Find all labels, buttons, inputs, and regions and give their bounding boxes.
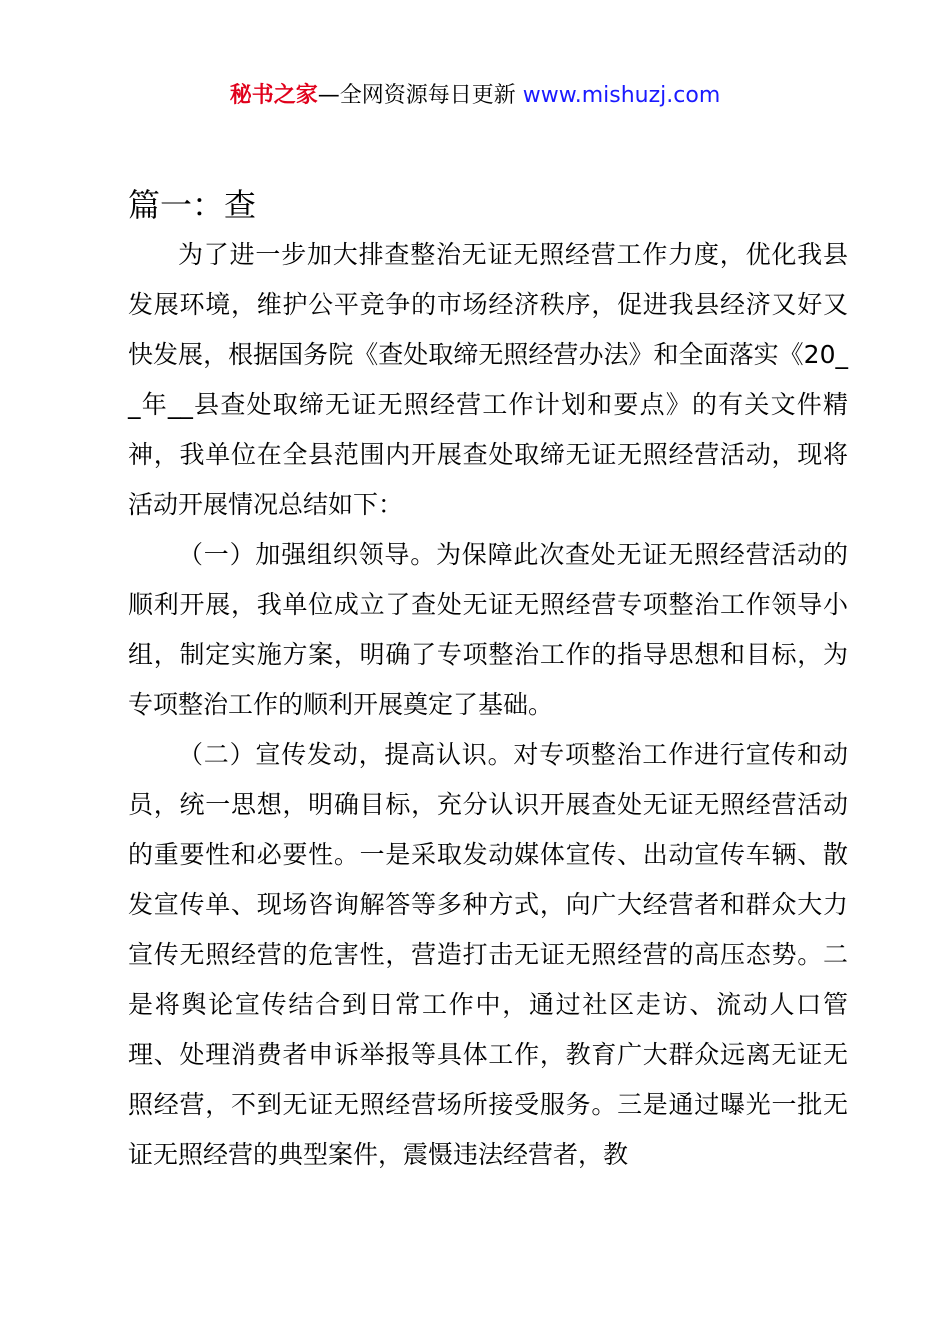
document-title: 篇一：查 [128, 186, 257, 224]
document-body [128, 180, 848, 1180]
site-tagline: —全网资源每日更新 [317, 83, 523, 108]
site-url-link[interactable]: www.mishuzj.com [522, 83, 721, 108]
paragraph-intro: 为了进一步加大排查整治无证无照经营工作力度，优化我县发展环境，维护公平竞争的市场经济秩序，促进我县经济又好又快发展，根据国务院《查处取缔无照经营办法》和全面落实《20__年__县查处取缔无证无照经营工作计划和要点》的有关文件精神，我单位在全县范围内开展查处取缔无证无照经营活动，现将活动开展情况总结如下： [128, 240, 848, 519]
site-header [0, 80, 950, 112]
paragraph-section-1: （一）加强组织领导。为保障此次查处无证无照经营活动的顺利开展，我单位成立了查处无证无照经营专项整治工作领导小组，制定实施方案，明确了专项整治工作的指导思想和目标，为专项整治工作的顺利开展奠定了基础。 [128, 540, 848, 719]
site-brand: 秘书之家 [229, 83, 318, 108]
paragraph-section-2: （二）宣传发动，提高认识。对专项整治工作进行宣传和动员，统一思想，明确目标，充分认识开展查处无证无照经营活动的重要性和必要性。一是采取发动媒体宣传、出动宣传车辆、散发宣传单、现场咨询解答等多种方式，向广大经营者和群众大力宣传无照经营的危害性，营造打击无证无照经营的高压态势。二是将舆论宣传结合到日常工作中，通过社区走访、流动人口管理、处理消费者申诉举报等具体工作，教育广大群众远离无证无照经营，不到无证无照经营场所接受服务。三是通过曝光一批无证无照经营的典型案件，震慑违法经营者，教 [128, 740, 848, 1169]
